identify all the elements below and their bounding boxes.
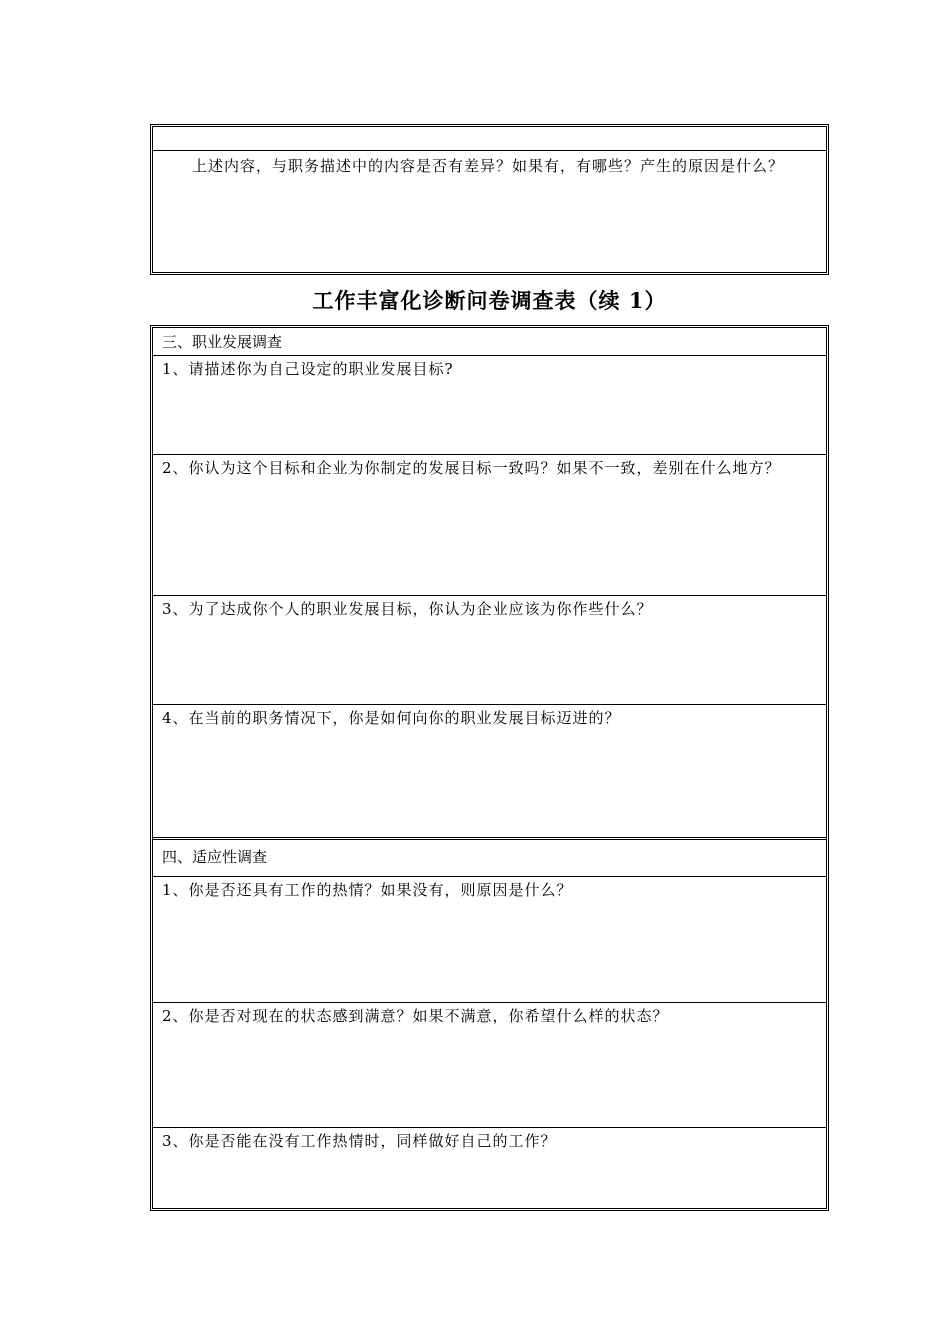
top-table — [150, 124, 829, 275]
top-table-question-row — [153, 151, 826, 272]
section4-question-3: 3、你是否能在没有工作热情时，同样做好自己的工作？ — [162, 1132, 557, 1150]
section3-question-2: 2、你认为这个目标和企业为你制定的发展目标一致吗？如果不一致，差别在什么地方？ — [153, 455, 826, 596]
section4-question-1: 1、你是否还具有工作的热情？如果没有，则原因是什么？ — [153, 877, 826, 1003]
top-table-question: 上述内容，与职务描述中的内容是否有差异？如果有，有哪些？产生的原因是什么？ — [192, 157, 785, 175]
questionnaire-table — [150, 325, 829, 1211]
section3-question-3: 3、为了达成你个人的职业发展目标，你认为企业应该为你作些什么？ — [153, 596, 826, 705]
top-table-empty-row — [153, 127, 826, 151]
section4-question-2: 2、你是否对现在的状态感到满意？如果不满意，你希望什么样的状态？ — [153, 1003, 826, 1128]
section3-question-1: 1、请描述你为自己设定的职业发展目标? — [153, 356, 826, 455]
section4-title: 四、适应性调查 — [153, 840, 826, 877]
page-title: 工作丰富化诊断问卷调查表（续 1） — [312, 288, 667, 313]
section3-question-4: 4、在当前的职务情况下，你是如何向你的职业发展目标迈进的？ — [153, 705, 826, 840]
section3-title: 三、职业发展调查 — [153, 328, 826, 356]
